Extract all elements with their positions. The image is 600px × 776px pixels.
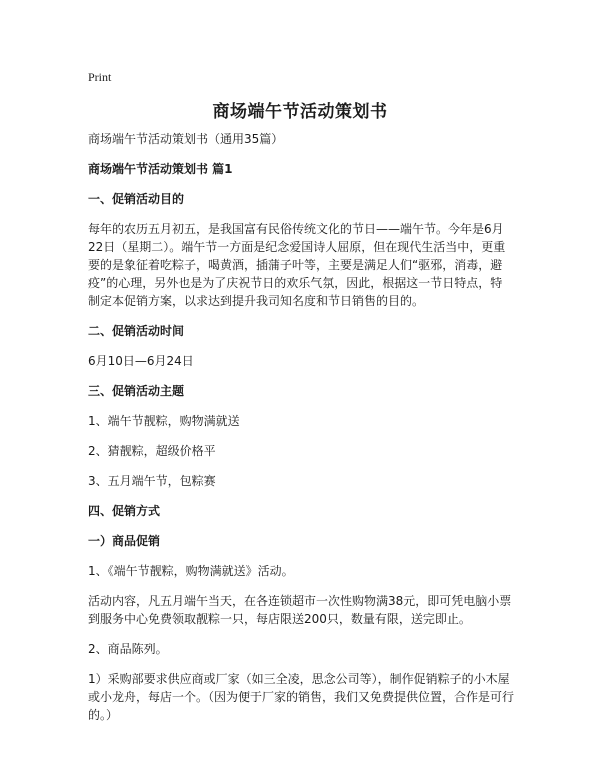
theme-item: 1、端午节靓粽，购物满就送 (88, 414, 240, 428)
document-body (88, 130, 514, 736)
document-subtitle: 商场端午节活动策划书（通用35篇） (88, 132, 284, 146)
section-heading-method: 四、促销方式 (88, 504, 161, 518)
print-link[interactable]: Print (88, 70, 112, 84)
method-item: 2、商品陈列。 (88, 642, 168, 656)
time-paragraph: 6月10日—6月24日 (88, 354, 194, 368)
purpose-paragraph: 每年的农历五月初五，是我国富有民俗传统文化的节日——端午节。今年是6月22日（星期二）。端午节一方面是纪念爱国诗人屈原，但在现代生活当中，更重要的是象征着吃粽子，喝黄酒，插蒲子叶等，主要是满足人们“驱邪，消毒，避疫”的心理，另外也是为了庆祝节日的欢乐气氛，因此，根据这一节日特点，特制定本促销方案，以求达到提升我司知名度和节日销售的目的。 (88, 222, 506, 308)
method-paragraph: 1）采购部要求供应商或厂家（如三全凌，思念公司等），制作促销粽子的小木屋或小龙舟，每店一个。（因为便于厂家的销售，我们又免费提供位置，合作是可行的。） (88, 672, 515, 722)
section-heading-theme: 三、促销活动主题 (88, 384, 185, 398)
section-heading-purpose: 一、促销活动目的 (88, 192, 185, 206)
method-paragraph: 活动内容，凡五月端午当天，在各连锁超市一次性购物满38元，即可凭电脑小票到服务中心免费领取靓粽一只，每店限送200只，数量有限，送完即止。 (88, 594, 512, 626)
theme-item: 2、猜靓粽，超级价格平 (88, 444, 216, 458)
subsection-heading-product: 一）商品促销 (88, 534, 161, 548)
article-heading: 商场端午节活动策划书 篇1 (88, 162, 233, 176)
section-heading-time: 二、促销活动时间 (88, 324, 185, 338)
page-title: 商场端午节活动策划书 (212, 102, 388, 122)
theme-item: 3、五月端午节，包粽赛 (88, 474, 216, 488)
method-item: 1、《端午节靓粽，购物满就送》活动。 (88, 564, 294, 578)
